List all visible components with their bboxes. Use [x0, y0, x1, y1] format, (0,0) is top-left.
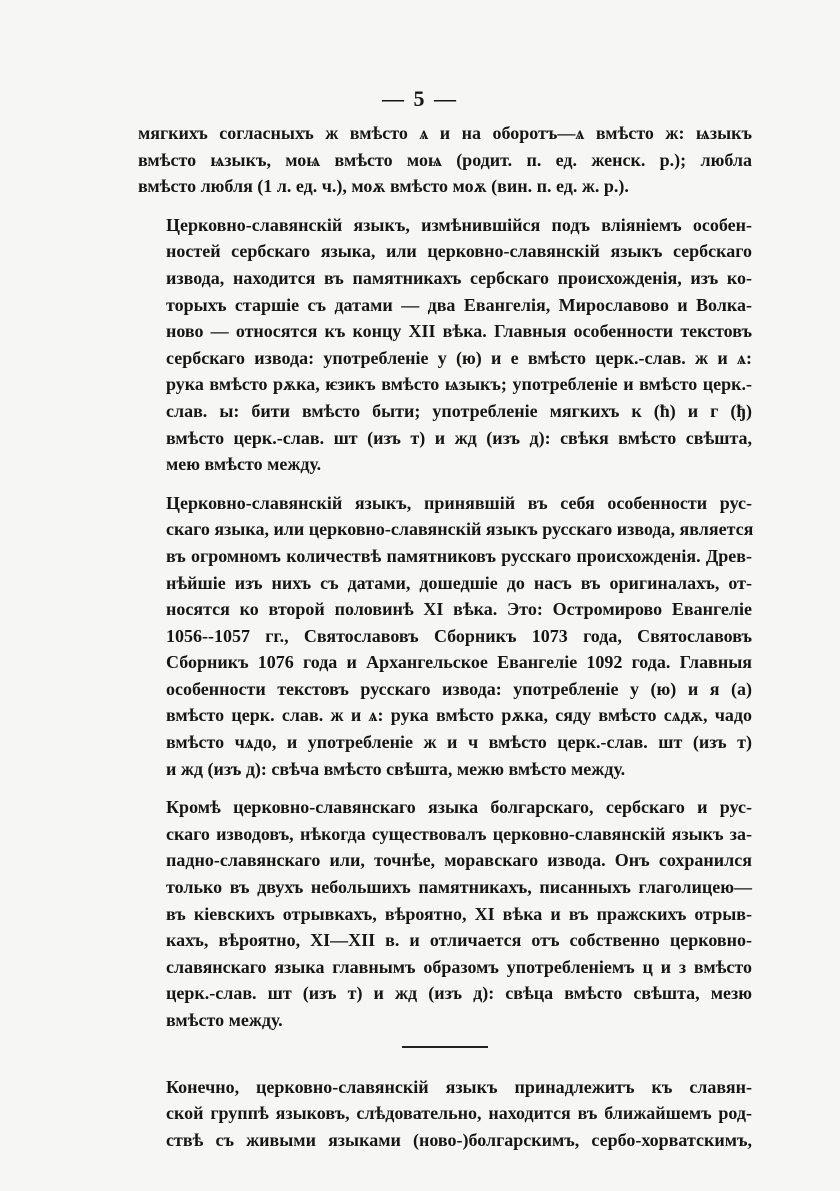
text-line: вмѣсто чѧдо, и употребленіе ж и ч вмѣсто церк.-слав. шт (изъ т)	[166, 732, 752, 753]
paragraph-5	[138, 1074, 752, 1154]
text-line: славянскаго языка главнымъ образомъ употребленіемъ ц и з вмѣсто	[166, 956, 752, 977]
text-line: церк.-слав. шт (изъ т) и жд (изъ д): свѣца вмѣсто свѣшта, мезю	[166, 983, 752, 1004]
text-line: извода, находится въ памятникахъ сербскаго происхожденія, изъ ко-	[166, 267, 752, 288]
text-line: скаго изводовъ, нѣкогда существовалъ церковно-славянскій языкъ за-	[166, 823, 752, 844]
text-line: падно-славянскаго или, точнѣе, моравскаго извода. Онъ сохранился	[166, 850, 752, 871]
text-line: мягкихъ согласныхъ ж вмѣсто ѧ и на оборотъ—ѧ вмѣсто ж: ѩзыкъ	[138, 123, 752, 143]
paragraph-4	[138, 794, 752, 1033]
paragraph-1	[138, 120, 752, 200]
text-line: сербскаго извода: употребленіе у (ю) и е вмѣсто церк.-слав. ж и ѧ:	[166, 347, 752, 368]
text-line: вмѣсто ѩзыкъ, моѩ вмѣсто моѩ (родит. п. ед. женск. р.); любла	[138, 149, 752, 170]
paragraph-2	[138, 212, 752, 478]
text-line: только въ двухъ небольшихъ памятникахъ, писанныхъ глаголицею—	[166, 877, 752, 898]
text-line: носятся ко второй половинѣ XI вѣка. Это: Остромирово Евангеліе	[166, 599, 752, 620]
text-line: мею вмѣсто между.	[166, 454, 322, 475]
text-line: вмѣсто любля (1 л. ед. ч.), моѫ вмѣсто моѫ (вин. п. ед. ж. р.).	[138, 176, 629, 197]
paragraph-3	[138, 490, 752, 783]
section-divider	[402, 1046, 488, 1048]
text-body	[138, 120, 752, 1165]
text-line: особенности текстовъ русскаго извода: употребленіе у (ю) и я (а)	[166, 678, 752, 699]
text-line: въ кіевскихъ отрывкахъ, вѣроятно, XI вѣка и въ пражскихъ отрыв-	[166, 903, 752, 924]
text-line: и жд (изъ д): свѣча вмѣсто свѣшта, межю вмѣсто между.	[166, 758, 626, 779]
text-line: Кромѣ церковно-славянскаго языка болгарскаго, сербскаго и рус-	[166, 797, 752, 818]
text-line: Церковно-славянскій языкъ, принявшій въ себя особенности рус-	[166, 492, 752, 513]
text-line: вмѣсто церк.-слав. шт (изъ т) и жд (изъ д): свѣкя вмѣсто свѣшта,	[166, 427, 752, 448]
text-line: нѣйшіе изъ нихъ съ датами, дошедшіе до насъ въ оригиналахъ, от-	[166, 572, 752, 593]
text-line: вмѣсто между.	[166, 1010, 283, 1030]
text-line: скаго языка, или церковно-славянскій языкъ русскаго извода, является	[166, 519, 754, 540]
text-line: ской группѣ языковъ, слѣдовательно, находится въ ближайшемъ род-	[166, 1103, 752, 1124]
text-line: Церковно-славянскій языкъ, измѣнившійся подъ вліяніемъ особен-	[166, 214, 752, 235]
text-line: Сборникъ 1076 года и Архангельское Евангеліе 1092 года. Главныя	[166, 652, 752, 673]
text-line: вмѣсто церк. слав. ж и ѧ: рука вмѣсто рѫка, сяду вмѣсто сѧдѫ, чадо	[166, 705, 752, 726]
text-line: Конечно, церковно-славянскій языкъ принадлежитъ къ славян-	[166, 1076, 752, 1097]
text-line: слав. ы: бити вмѣсто быти; употребленіе мягкихъ к (ћ) и г (ђ)	[166, 400, 752, 421]
text-line: рука вмѣсто рѫка, ѥзикъ вмѣсто ѩзыкъ; употребленіе и вмѣсто церк.-	[166, 374, 752, 395]
text-line: въ огромномъ количествѣ памятниковъ русскаго происхожденія. Древ-	[166, 545, 752, 566]
text-line: ствѣ съ живыми языками (ново-)болгарскимъ, сербо-хорватскимъ,	[166, 1129, 752, 1150]
text-line: кахъ, вѣроятно, XI—XII в. и отличается отъ собственно церковно-	[166, 930, 752, 951]
text-line: торыхъ старшіе съ датами — два Евангелія, Мирославово и Волка-	[166, 294, 752, 315]
text-line: 1056--1057 гг., Святославовъ Сборникъ 1073 года, Святославовъ	[166, 625, 752, 646]
page-number: — 5 —	[382, 86, 458, 111]
text-line: ностей сербскаго языка, или церковно-славянскій языкъ сербскаго	[166, 241, 752, 262]
text-line: ново — относятся къ концу XII вѣка. Главныя особенности текстовъ	[166, 321, 752, 342]
